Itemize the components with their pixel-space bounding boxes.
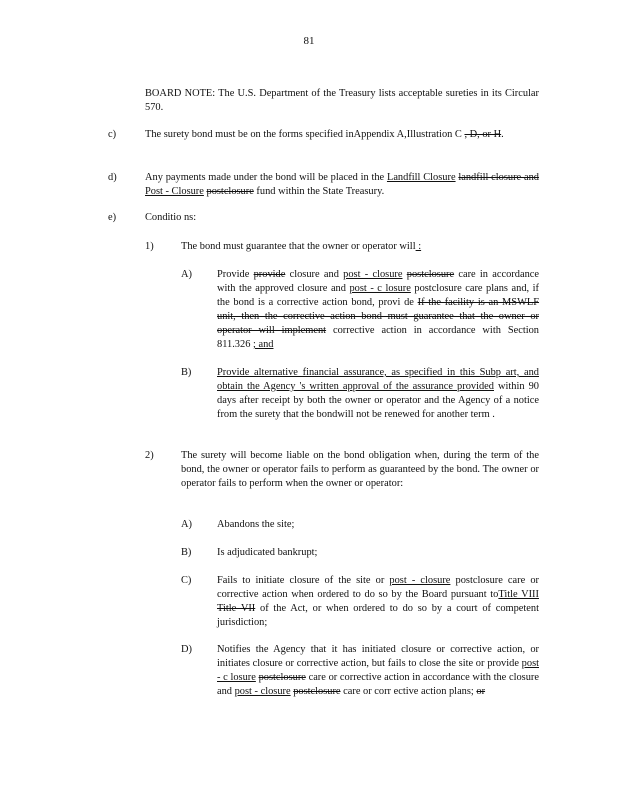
item-c-label: c) xyxy=(108,129,117,140)
text-run: The surety bond must be on the forms specified inAppendix A,Illustration C xyxy=(145,129,465,140)
underlined-run: post - closure xyxy=(343,269,403,280)
page-number: 81 xyxy=(303,35,315,47)
condition-2a-label: A) xyxy=(181,519,192,530)
item-d-label: d) xyxy=(108,172,117,183)
text-run: BOARD NOTE: The U.S. Department of the Treasury lists acceptable sureties in its Circular 570. xyxy=(145,88,539,113)
item-e-label: e) xyxy=(108,212,117,223)
condition-1a-text xyxy=(217,268,539,352)
condition-2a-text xyxy=(217,518,539,532)
text-run: Is adjudicated bankrupt; xyxy=(217,547,318,558)
struck-run: , D, or H xyxy=(464,129,502,140)
text-run: care or corr ective action plans; xyxy=(340,686,477,697)
text-run: Notifies the Agency that it has initiated closure or corrective action, or initiates closure or corrective action, but fails to close the site or provide xyxy=(217,644,539,669)
struck-run: Title VII xyxy=(217,603,256,614)
board-note xyxy=(145,87,539,115)
condition-2b-label: B) xyxy=(181,547,192,558)
struck-run: landfill closure and xyxy=(458,172,539,183)
condition-2-text xyxy=(181,449,539,491)
underlined-run: Post - Closure xyxy=(145,186,204,197)
condition-1b-label: B) xyxy=(181,367,192,378)
condition-1a-label: A) xyxy=(181,269,192,280)
condition-2d-label: D) xyxy=(181,644,192,655)
text-run: corrective action in accordance with Section 811.326 xyxy=(217,325,539,350)
text-run: of the Act, or when ordered to do so by a court of competent jurisdiction; xyxy=(217,603,539,628)
condition-1b-text xyxy=(217,366,539,422)
struck-run: or xyxy=(476,686,486,697)
text-run: The surety will become liable on the bond obligation when, during the term of the bond, the owner or operator fails to perform as guaranteed by the bond. The owner or operator fails to perform when the owner or operator: xyxy=(181,450,539,489)
text-run: within 90 days after receipt by both the owner or operator and the Agency of a notice from the surety that the bondwill not be renewed for another term . xyxy=(217,381,539,420)
struck-run: provide xyxy=(253,269,286,280)
struck-run: postclosure xyxy=(293,686,341,697)
text-run: care in accordance with the approved closure and xyxy=(217,269,539,294)
text-run: Fails to initiate closure of the site or xyxy=(217,575,390,586)
text-run: Any payments made under the bond will be placed in the xyxy=(145,172,387,183)
text-run: care or corrective action in accordance with the closure and xyxy=(217,672,539,697)
condition-2c-label: C) xyxy=(181,575,192,586)
text-run: Abandons the site; xyxy=(217,519,295,530)
text-run: The bond must guarantee that the owner or operator will xyxy=(181,241,416,252)
struck-run: postclosure xyxy=(258,672,306,683)
item-c-text xyxy=(145,128,539,142)
text-run: Provide xyxy=(217,269,254,280)
text-run: fund within the State Treasury. xyxy=(253,186,385,197)
text-run: postclosure care plans and, if the bond is a corrective action bond, provi de xyxy=(217,283,539,308)
underlined-run: Provide alternative financial assurance, as specified in this Subp art, and obtain the Agency 's written approval of the assurance provided xyxy=(217,367,539,392)
item-e-text: Conditio ns: xyxy=(145,212,197,223)
underlined-run: post - c losure xyxy=(217,658,539,683)
text-run: . xyxy=(501,129,504,140)
struck-run: postclosure xyxy=(406,269,455,280)
underlined-run: post - closure xyxy=(234,686,291,697)
condition-2d-text xyxy=(217,643,539,699)
underlined-run: : xyxy=(415,241,422,252)
condition-2c-text xyxy=(217,574,539,630)
text-run: closure and xyxy=(285,269,344,280)
condition-1-label: 1) xyxy=(145,241,154,252)
underlined-run: post - closure xyxy=(389,575,451,586)
underlined-run: Title VIII xyxy=(498,589,539,600)
condition-1-text xyxy=(181,240,539,254)
struck-run: postclosure xyxy=(206,186,254,197)
underlined-run: Landfill Closure xyxy=(386,172,456,183)
underlined-run: ; and xyxy=(252,339,274,350)
item-d-text xyxy=(145,171,539,199)
underlined-run: post - c losure xyxy=(349,283,411,294)
struck-run: If the facility is an MSWLF unit, then the corrective action bond must guarantee that the owner or operator will implement xyxy=(217,297,540,336)
condition-2b-text xyxy=(217,546,539,560)
text-run: postclosure care or corrective action when ordered to do so by the Board pursuant to xyxy=(217,575,539,600)
condition-2-label: 2) xyxy=(145,450,154,461)
